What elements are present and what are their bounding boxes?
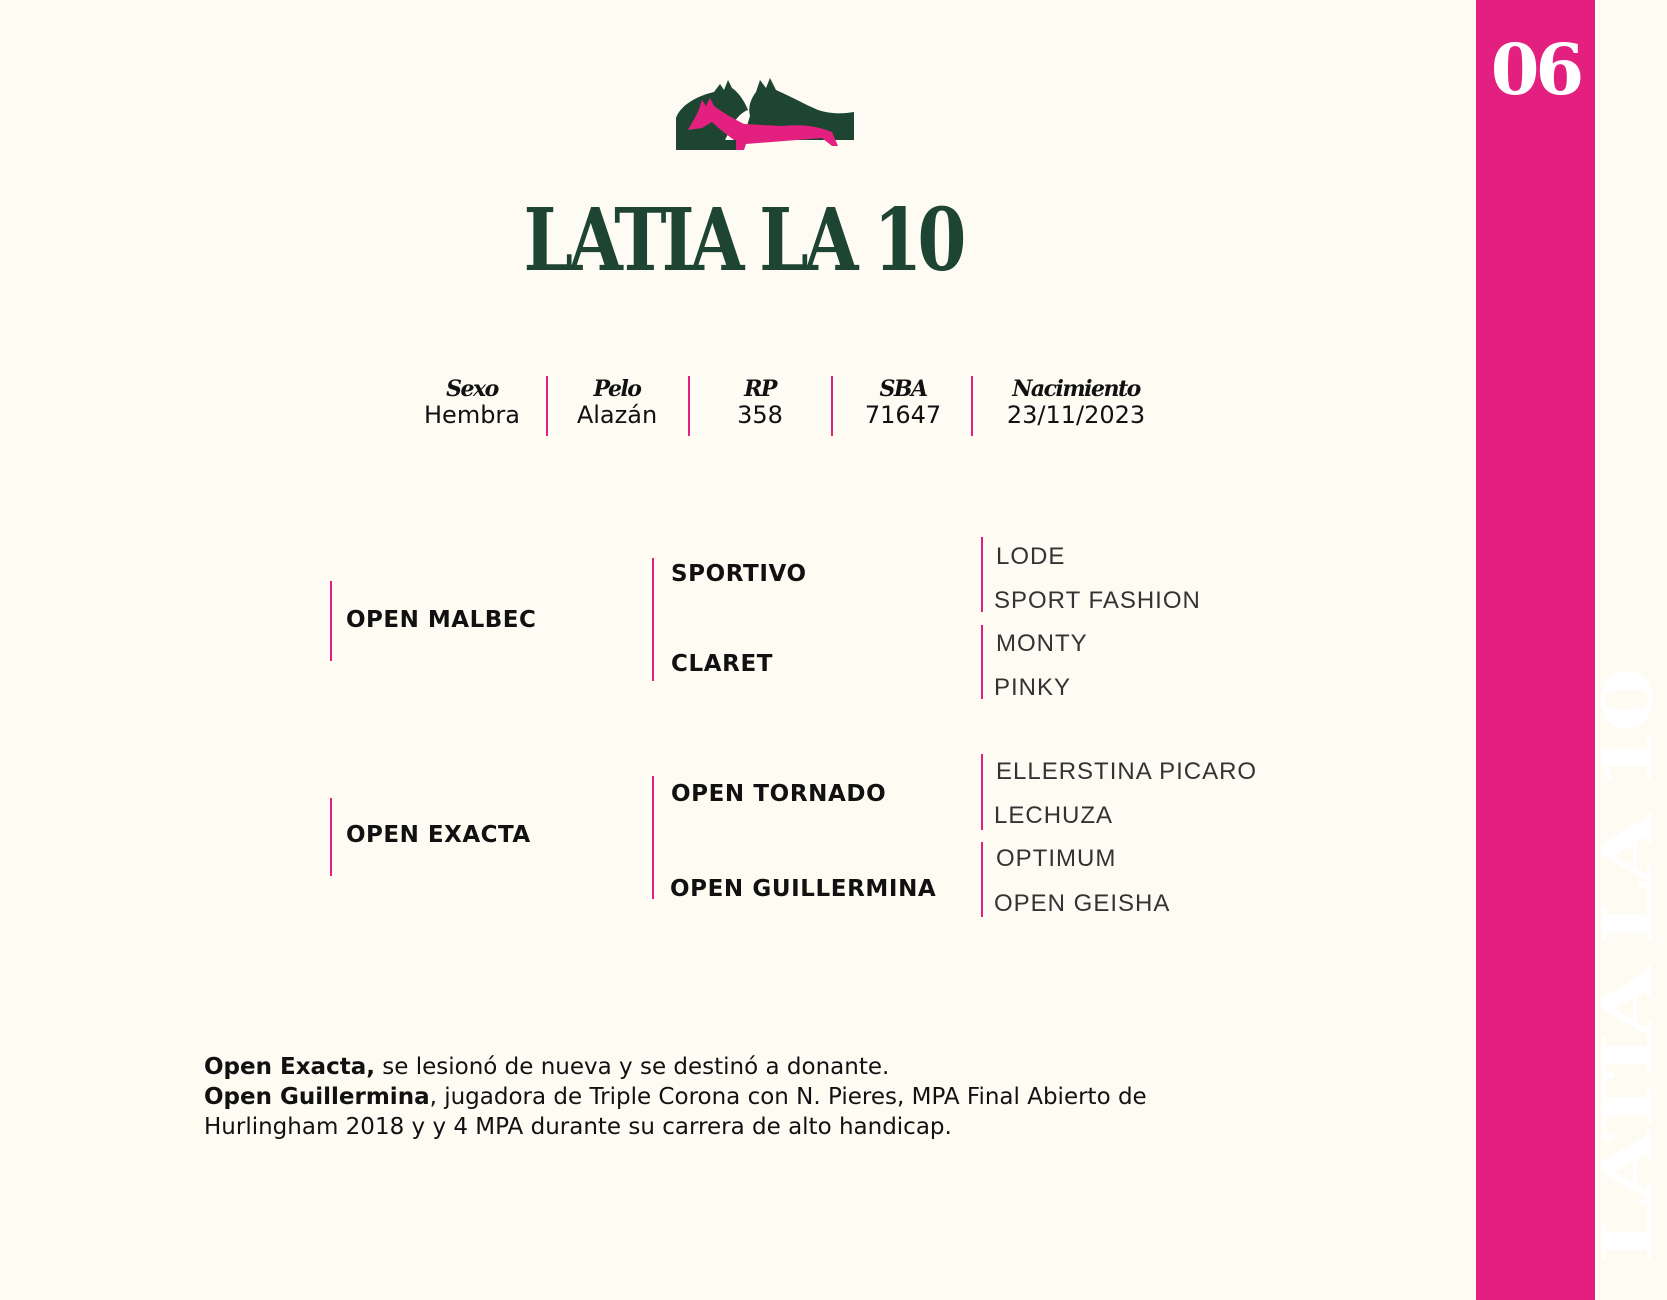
divider [330,798,332,876]
pedigree-dam-dam: OPEN GUILLERMINA [670,876,937,902]
stat-value: 23/11/2023 [1006,401,1146,429]
divider [546,376,548,436]
divider [981,754,983,830]
horses-logo-icon [672,72,862,152]
stat-value: Alazán [576,401,658,429]
pedigree-ancestor: LODE [996,543,1066,570]
divider [652,558,654,681]
divider [971,376,973,436]
pedigree-sire: OPEN MALBEC [346,607,537,633]
divider [330,581,332,661]
divider [688,376,690,436]
pedigree-ancestor: MONTY [996,630,1088,657]
stat-nacimiento [990,377,1162,429]
pedigree-ancestor: ELLERSTINA PICARO [996,758,1258,785]
stat-sba [850,377,956,429]
pedigree-ancestor: PINKY [994,674,1072,701]
notes-paragraph [204,1052,1254,1142]
stat-label: RP [744,376,776,402]
side-title: LATIA LA 10 [1588,672,1667,1263]
stat-value: Hembra [424,401,520,429]
note-line [204,1052,1254,1082]
stat-label: Pelo [593,376,641,402]
pedigree-ancestor: SPORT FASHION [994,587,1201,614]
note-text: , jugadora de Triple Corona con N. Pieres, MPA Final Abierto de Hurlingham 2018 y y 4 MPA durante su carrera de alto handicap. [204,1084,1147,1140]
pedigree-dam-sire: OPEN TORNADO [671,781,887,807]
divider [981,537,983,612]
pedigree-ancestor: OPTIMUM [996,845,1117,872]
horse-name-title: LATIA LA 10 [523,190,962,291]
stat-value: 71647 [864,401,942,429]
note-subject: Open Exacta, [204,1054,375,1080]
side-band [1476,0,1667,1300]
divider [652,776,654,899]
stat-value: 358 [737,401,783,429]
stat-sexo [412,377,532,429]
divider [831,376,833,436]
note-line [204,1082,1254,1142]
note-text: se lesionó de nueva y se destinó a donante. [374,1054,890,1080]
stat-label: Sexo [446,376,498,402]
stat-label: SBA [879,376,927,402]
note-subject: Open Guillermina [204,1084,430,1110]
pedigree-sire-dam: CLARET [671,651,774,677]
stat-label: Nacimiento [1012,376,1140,402]
pedigree-ancestor: OPEN GEISHA [994,890,1171,917]
page-number: 06 [1490,28,1581,111]
pedigree-sire-sire: SPORTIVO [671,561,807,587]
pedigree-ancestor: LECHUZA [994,802,1114,829]
stat-rp [710,377,810,429]
divider [981,625,983,699]
stat-pelo [562,377,672,429]
divider [981,842,983,917]
pedigree-dam: OPEN EXACTA [346,822,531,848]
